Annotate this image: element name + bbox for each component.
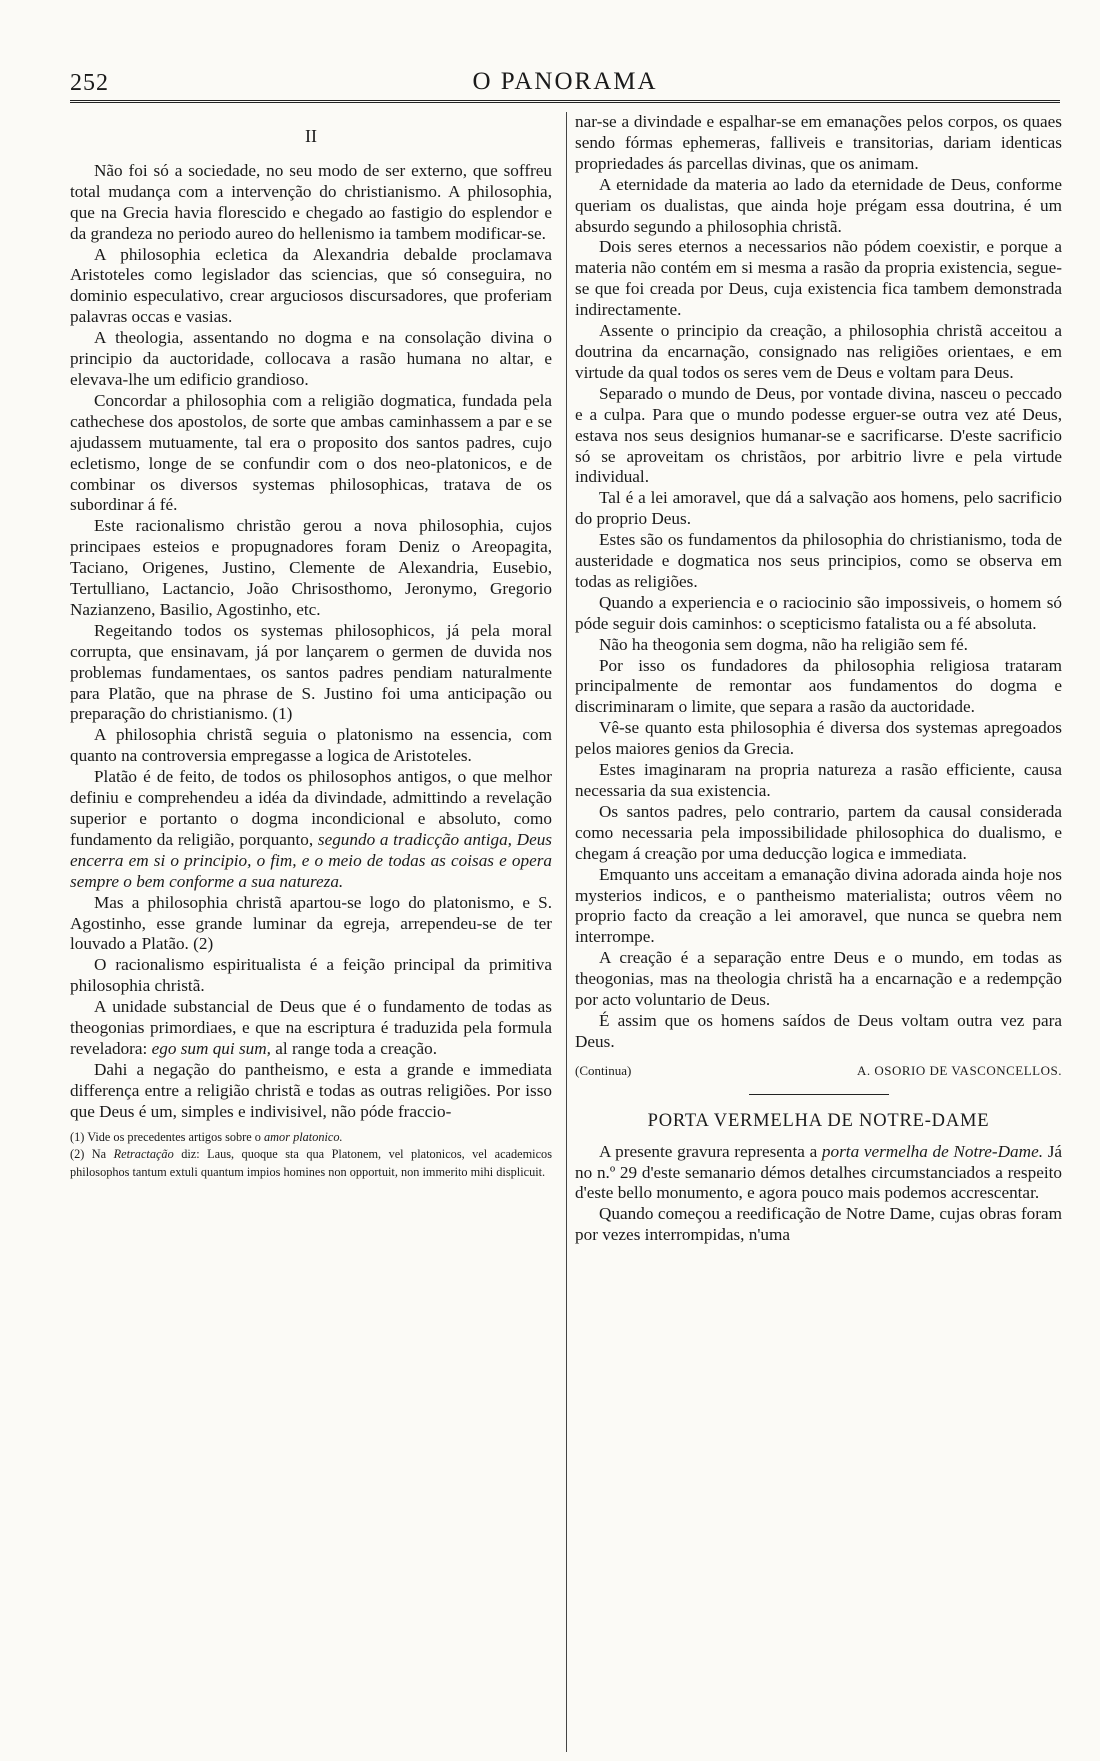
paragraph: Emquanto uns acceitam a emanação divina adorada ainda hoje nos mysterios indicos, e o pantheismo materialista; outros vêem no proprio facto da creação a lei amoravel, que nunca se quebra nem interrompe.: [575, 864, 1062, 947]
paragraph: Este racionalismo christão gerou a nova philosophia, cujos principaes esteios e propugnadores foram Deniz o Areopagita, Taciano, Origenes, Justino, Clemente de Alexandria, Eusebio, Tertulliano, Lactancio, João Chrisosthomo, Jeronymo, Gregorio Nazianzeno, Basilio, Agostinho, etc.: [70, 516, 552, 619]
paragraph: A philosophia ecletica da Alexandria debalde proclamava Aristoteles como legislador das sciencias, que só conseguira, no dominio especulativo, crear arguciosos discursadores, que proferiam palavras occas e vasias.: [70, 244, 552, 327]
paragraph: Estes imaginaram na propria natureza a rasão efficiente, causa necessaria da sua existencia.: [575, 760, 1062, 800]
plato-quote: segundo a tradicção antiga, Deus encerra em si o principio, o fim, e o meio de todas as coisas e opera sempre o bem conforme a sua natureza.: [70, 829, 552, 891]
paragraph: Tal é a lei amoravel, que dá a salvação aos homens, pelo sacrificio do proprio Deus.: [575, 488, 1062, 529]
page-header: [70, 62, 1060, 104]
paragraph-plato: [70, 767, 552, 892]
footnotes: [70, 1129, 552, 1182]
paragraph-unity: [70, 997, 552, 1060]
footnote-1-text: (1) Vide os precedentes artigos sobre o: [70, 1129, 261, 1144]
paragraph: A creação é a separação entre Deus e o mundo, em todas as theogonias, mas na theologia christã ha a encarnação e a redempção por acto voluntario de Deus.: [575, 948, 1062, 1010]
article-divider: [749, 1094, 889, 1095]
paragraph: nar-se a divindade e espalhar-se em emanações pelos corpos, os quaes sendo fórmas ephemeras, falliveis e transitorias, dariam identicas propriedades ás parcellas divinas, que os animam.: [575, 112, 1062, 173]
continua-label: (Continua): [575, 1062, 632, 1078]
page-number: 252: [70, 70, 109, 96]
unity-after: al range toda a creação.: [275, 1038, 437, 1058]
left-column: [70, 114, 552, 1181]
paragraph: Os santos padres, pelo contrario, partem da causal considerada como necessaria pela impossibilidade philosophica do dualismo, e chegam á creação por uma deducção logica e immediata.: [575, 801, 1062, 863]
footnote-2-rest: diz: Laus, quoque sta qua Platonem, vel platonicos, vel academicos philosophos tantum extuli quantum impios homines non opportuit, non immerito mihi displicuit.: [70, 1147, 552, 1179]
paragraph: Mas a philosophia christã apartou-se logo do platonismo, e S. Agostinho, esse grande luminar da egreja, arrependeu-se de ter louvado a Platão. (2): [70, 892, 552, 954]
footnote-1: [70, 1129, 552, 1147]
paragraph: Quando a experiencia e o raciocinio são impossiveis, o homem só póde seguir dois caminhos: o scepticismo fatalista ou a fé absoluta.: [575, 592, 1062, 633]
article-paragraph: Quando começou a reedificação de Notre Dame, cujas obras foram por vezes interrompidas, n'uma: [575, 1204, 1062, 1245]
paragraph: A philosophia christã seguia o platonismo na essencia, com quanto na controversia empregasse a logica de Aristoteles.: [70, 725, 552, 766]
paragraph: Por isso os fundadores da philosophia religiosa trataram principalmente de remontar aos fundamentos do dogma e discriminaram o limite, que separa a rasão da auctoridade.: [575, 655, 1062, 717]
paragraph: Não ha theogonia sem dogma, não ha religião sem fé.: [599, 634, 968, 654]
article-paragraph: [575, 1142, 1062, 1205]
section-number: II: [305, 126, 317, 146]
paragraph: Concordar a philosophia com a religião dogmatica, fundada pela cathechese dos apostolos, de sorte que ambas caminhassem a par e se ajudassem mutuamente, tal era o proposito dos santos padres, cujo ecletismo, longe de se confundir com o dos neo-platonicos, e de combinar os diversos systemas philosophicas, tratava de os subordinar á fé.: [70, 390, 552, 515]
article-p1-italic: porta vermelha de Notre-Dame.: [821, 1141, 1043, 1161]
article-title: PORTA VERMELHA DE NOTRE-DAME: [647, 1110, 990, 1131]
header-rule: [70, 100, 1060, 103]
unity-before: A unidade substancial de Deus que é o fundamento de todas as theogonias primordiaes, e que na escriptura é traduzida pela formula reveladora:: [70, 997, 552, 1058]
article-p1-after: Já no n.º 29 d'este semanario démos detalhes circumstanciados a respeito d'este bello monumento, e agora pouco mais podemos accrescentar.: [575, 1141, 1063, 1203]
paragraph: Dahi a negação do pantheismo, e esta a grande e immediata differença entre a religião christã e todas as outras religiões. Por isso que Deus é um, simples e indivisivel, não póde fraccio-: [70, 1059, 552, 1121]
publication-title: O PANORAMA: [472, 68, 658, 95]
plato-text: Platão é de feito, de todos os philosophos antigos, o que melhor definiu e comprehendeu a idéa da divindade, admittindo a revelação superior e portanto o dogma incondicional e absoluto, como fundamento da religião, porquanto,: [70, 767, 552, 849]
paragraph: Dois seres eternos a necessarios não pódem coexistir, e porque a materia não contém em si mesma a rasão da propria existencia, segue-se que foi creada por Deus, cuja existencia fica tambem demonstrada indirectamente.: [575, 237, 1062, 320]
paragraph: Estes são os fundamentos da philosophia do christianismo, toda de austeridade e dogmatica nos seus principios, como se observa em todas as religiões.: [575, 530, 1062, 591]
paragraph: Regeitando todos os systemas philosophicos, já pela moral corrupta, que ensinavam, já por lançarem o germen de duvida nos problemas fundamentaes, os santos padres pendiam naturalmente para Platão, que na phrase de S. Justino foi uma anticipação ou preparação do christianismo. (1): [70, 620, 552, 724]
paragraph: Vê-se quanto esta philosophia é diversa dos systemas apregoados pelos maiores genios da Grecia.: [575, 718, 1062, 759]
paragraph: Separado o mundo de Deus, por vontade divina, nasceu o peccado e a culpa. Para que o mundo podesse erguer-se outra vez até Deus, estava nos seus designios humanar-se e sacrificarse. D'este sacrificio só se aproveitam os christãos, por arbitrio livre e pela virtude individual.: [575, 383, 1062, 487]
column-divider: [566, 112, 567, 1752]
footnote-2: [70, 1146, 552, 1181]
signature-row: [575, 1061, 1062, 1082]
right-column: [575, 112, 1062, 1246]
paragraph: Não foi só a sociedade, no seu modo de ser externo, que soffreu total mudança com a intervenção do christianismo. A philosophia, que na Grecia havia florescido e chegado ao fastigio do esplendor e da grandeza no periodo aureo do hellenismo ia tambem modificar-se.: [70, 160, 552, 243]
footnote-1-italic: amor platonico.: [264, 1129, 343, 1144]
footnote-2-text: (2) Na: [70, 1147, 107, 1162]
paragraph: É assim que os homens saídos de Deus voltam outra vez para Deus.: [575, 1010, 1062, 1051]
author-signature: A. OSORIO DE VASCONCELLOS.: [856, 1062, 1062, 1078]
unity-quote: ego sum qui sum,: [151, 1038, 271, 1058]
footnote-2-italic: Retractação: [113, 1147, 174, 1162]
paragraph: O racionalismo espiritualista é a feição principal da primitiva philosophia christã.: [70, 955, 552, 996]
paragraph: A eternidade da materia ao lado da eternidade de Deus, conforme queriam os dualistas, que ainda hoje prégam essa doutrina, é um absurdo segundo a philosophia christã.: [575, 174, 1062, 236]
article-p1-before: A presente gravura representa a: [599, 1141, 818, 1161]
paragraph: A theologia, assentando no dogma e na consolação divina o principio da auctoridade, collocava a rasão humana no altar, e elevava-lhe um edificio grandioso.: [70, 328, 552, 389]
paragraph: Assente o principio da creação, a philosophia christã acceitou a doutrina da encarnação, consignado nas religiões orientaes, e em virtude da qual todos os seres vem de Deus e voltam para Deus.: [575, 321, 1062, 382]
